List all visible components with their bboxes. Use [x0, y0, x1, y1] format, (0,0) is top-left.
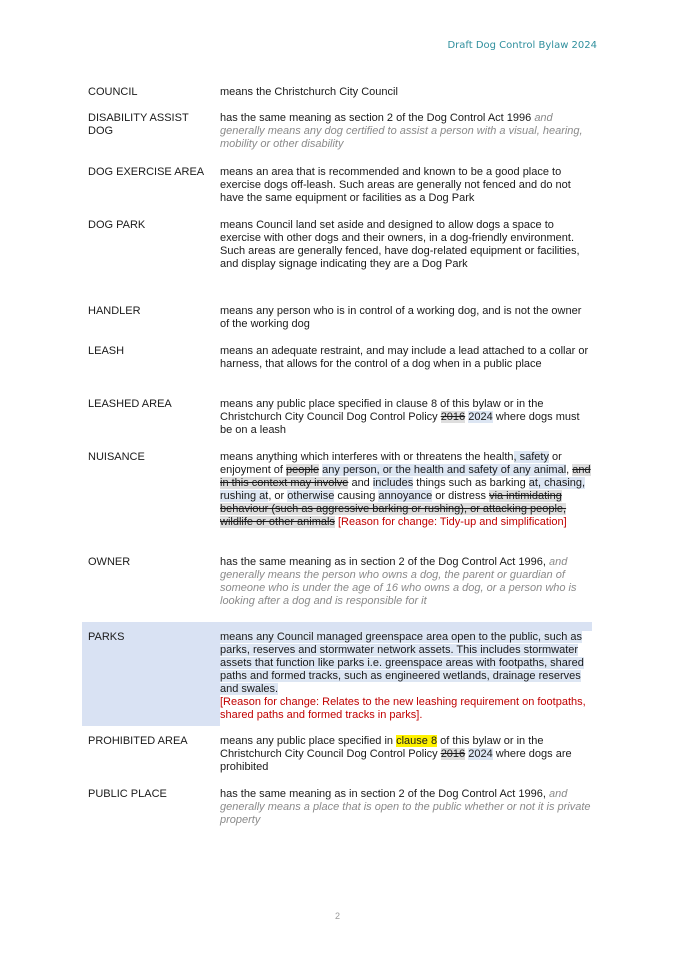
definition-leashed-area — [220, 398, 592, 451]
definition-text-end: where dogs must be on a leash — [220, 411, 580, 436]
nuisance-insert-3: includes — [372, 477, 414, 489]
definition-council: means the Christchurch City Council — [220, 86, 398, 98]
definition-dog-park: means Council land set aside and designed to allow dogs a space to exercise with other dogs and their owners, in a dog-friendly environment. Such areas are generally fenced, have dog-related equipment or facilities, and display signage indicating they are a Dog Park — [220, 219, 580, 270]
definition-row-public-place — [82, 788, 592, 842]
definition-public-place — [220, 788, 592, 842]
nuisance-reason-for-change: [Reason for change: Tidy-up and simplification] — [338, 516, 567, 528]
nuisance-delete-2: and in this context may involve — [220, 464, 591, 489]
definition-text: means any public place specified in clause 8 of this bylaw or in the Christchurch City Council Dog Control Policy — [220, 398, 544, 423]
nuisance-text-4: and — [348, 477, 373, 489]
deleted-year: 2016 — [440, 748, 466, 760]
page-header-title: Draft Dog Control Bylaw 2024 — [447, 40, 597, 51]
definition-parks — [220, 631, 592, 726]
term-prohibited-area: PROHIBITED AREA — [88, 735, 188, 747]
nuisance-insert-2: any person, or the health and safety of any animal — [322, 464, 567, 476]
deleted-year: 2016 — [440, 411, 466, 423]
definition-row-dog-park — [82, 219, 592, 305]
nuisance-text-3: , — [566, 464, 573, 476]
definition-italic-text: and generally means the person who owns a dog, the parent or guardian of someone who is under the age of 16 who owns a dog, or a person who is looking after a dog and is responsible for it — [220, 556, 577, 607]
definition-row-disability-assist-dog — [82, 112, 592, 166]
definition-row-council — [82, 86, 592, 112]
definition-row-prohibited-area — [82, 726, 592, 788]
definition-parks-text: means any Council managed greenspace area open to the public, such as parks, reserves and stormwater network assets. This includes stormwater assets that function like parks i.e. greenspace areas with footpaths, shared paths and formed tracks, such as engineered wetlands, drainage reserves and swales. — [220, 631, 584, 695]
definition-row-owner — [82, 556, 592, 622]
definition-text: has the same meaning as in section 2 of the Dog Control Act 1996, — [220, 788, 549, 800]
definition-row-parks — [82, 622, 592, 726]
term-nuisance: NUISANCE — [88, 451, 145, 463]
inserted-year: 2024 — [468, 748, 493, 760]
definition-nuisance — [220, 451, 592, 556]
definition-text: means any public place specified in — [220, 735, 397, 747]
definition-row-leash — [82, 345, 592, 398]
term-dog-park: DOG PARK — [88, 219, 146, 231]
definitions-table — [82, 86, 592, 842]
highlighted-clause: clause 8 — [396, 735, 438, 747]
term-leashed-area: LEASHED AREA — [88, 398, 172, 410]
definition-disability-assist-dog — [220, 112, 592, 166]
term-dog-exercise-area: DOG EXERCISE AREA — [88, 166, 205, 178]
term-council: COUNCIL — [88, 86, 138, 98]
parks-reason-for-change: [Reason for change: Relates to the new leashing requirement on footpaths, shared paths and formed tracks in parks]. — [220, 696, 586, 721]
nuisance-delete-1: people — [286, 464, 320, 476]
page-number: 2 — [334, 911, 340, 921]
definition-text: has the same meaning as section 2 of the Dog Control Act 1996 — [220, 112, 535, 124]
nuisance-text-7: causing — [334, 490, 379, 502]
definition-text-end: where dogs are prohibited — [220, 748, 572, 773]
term-leash: LEASH — [88, 345, 125, 357]
nuisance-insert-4: at, chasing, rushing at — [220, 477, 586, 502]
term-disability-assist-dog: DISABILITY ASSIST DOG — [88, 112, 189, 137]
definition-text-mid: of this bylaw or in the Christchurch City Council Dog Control Policy — [220, 735, 544, 760]
nuisance-text-2: or enjoyment of — [220, 451, 562, 476]
nuisance-insert-1: , safety — [513, 451, 549, 463]
definition-italic-text: and generally means a place that is open to the public whether or not it is private property — [220, 788, 591, 826]
term-public-place: PUBLIC PLACE — [88, 788, 167, 800]
definition-handler: means any person who is in control of a working dog, and is not the owner of the working dog — [220, 305, 582, 330]
nuisance-text-5: things such as barking — [413, 477, 529, 489]
definition-row-handler — [82, 305, 592, 345]
definition-row-nuisance — [82, 451, 592, 556]
definition-italic-text: and generally means any dog certified to assist a person with a visual, hearing, mobility or other disability — [220, 112, 583, 150]
inserted-year: 2024 — [468, 411, 493, 423]
definition-text: has the same meaning as in section 2 of the Dog Control Act 1996, — [220, 556, 549, 568]
definition-owner — [220, 556, 592, 622]
definition-row-leashed-area — [82, 398, 592, 451]
definition-dog-exercise-area: means an area that is recommended and known to be a good place to exercise dogs off-leash. Such areas are generally not fenced and do not have the same equipment or facilities as a Dog Park — [220, 166, 571, 204]
term-owner: OWNER — [88, 556, 131, 568]
nuisance-insert-5: otherwise — [287, 490, 335, 502]
nuisance-delete-3: via intimidating behaviour (such as aggressive barking or rushing), or attacking people, wildlife or other animals — [220, 490, 567, 528]
definition-prohibited-area — [220, 735, 592, 788]
definition-row-dog-exercise-area — [82, 166, 592, 219]
term-handler: HANDLER — [88, 305, 141, 317]
nuisance-text-6: , or — [268, 490, 288, 502]
nuisance-text-8: or distress — [432, 490, 490, 502]
nuisance-text-1: means anything which interferes with or threatens the health — [220, 451, 514, 463]
nuisance-insert-6: annoyance — [378, 490, 433, 502]
term-parks: PARKS — [88, 631, 125, 643]
definition-leash: means an adequate restraint, and may include a lead attached to a collar or harness, that allows for the control of a dog when in a public place — [220, 345, 589, 370]
